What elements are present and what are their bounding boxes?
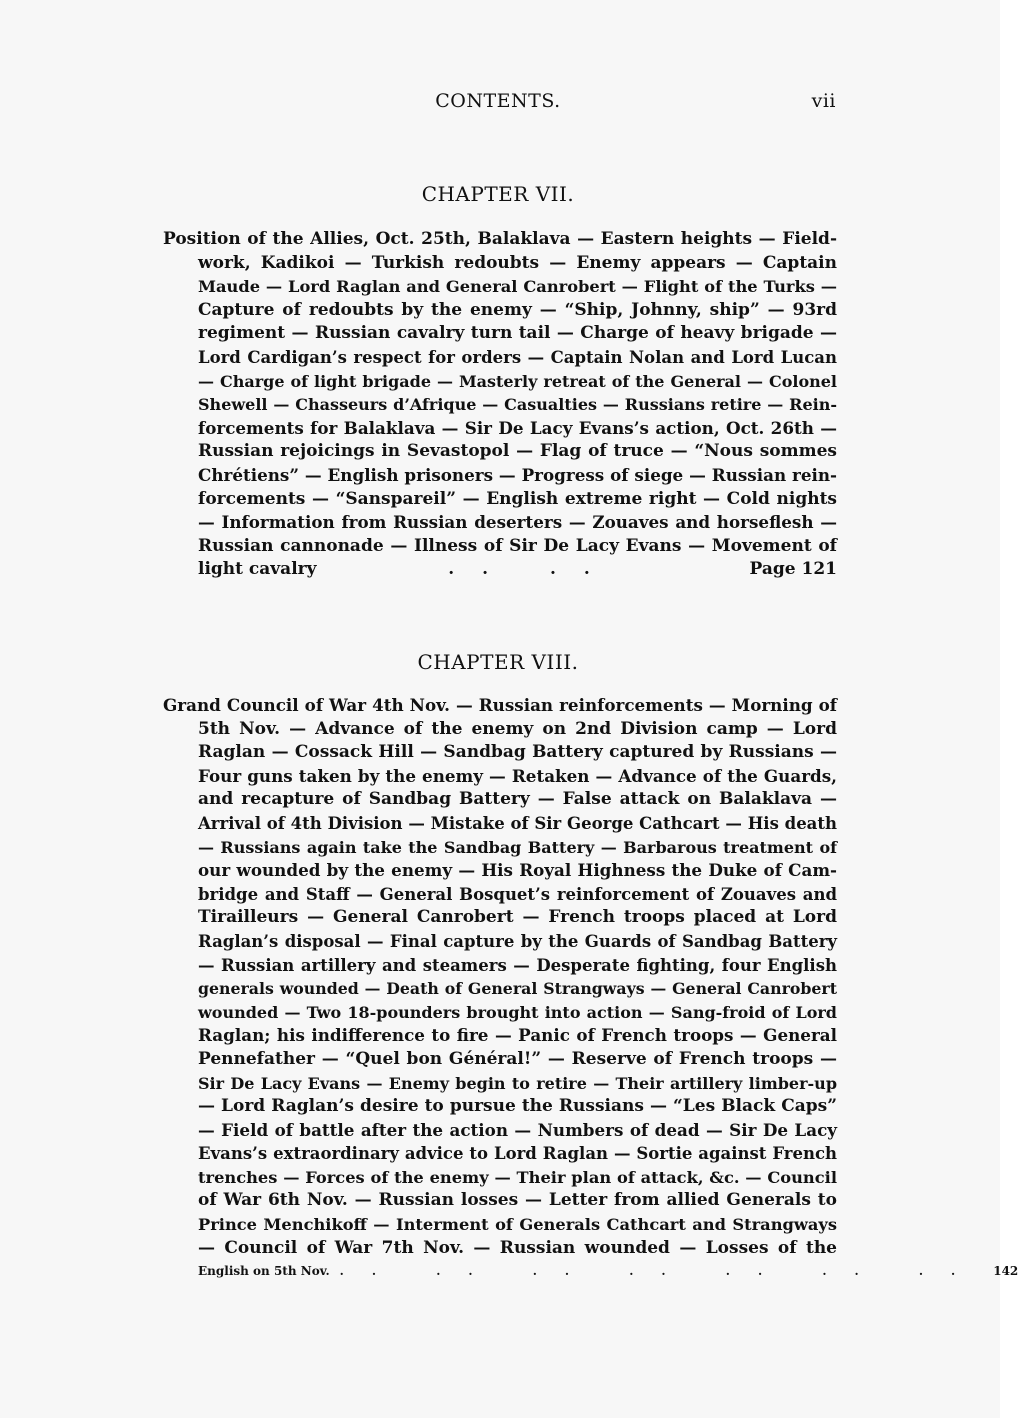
summary-line: bridge and Staff — General Bosquet’s reinforcement of Zouaves and — [198, 884, 837, 904]
dot-leaders: .. .. — [448, 559, 618, 580]
chapter-summary — [163, 228, 837, 582]
page-reference: 142 — [993, 1264, 1018, 1279]
summary-line: forcements — “Sanspareil” — English extreme right — Cold nights — [198, 488, 837, 509]
summary-line: our wounded by the enemy — His Royal Highness the Duke of Cam- — [198, 860, 837, 881]
summary-line: Sir De Lacy Evans — Enemy begin to retire — Their artillery limber-up — [198, 1073, 837, 1093]
summary-line: — Council of War 7th Nov. — Russian wounded — Losses of the — [198, 1237, 837, 1258]
summary-line: — Russians again take the Sandbag Battery — Barbarous treatment of — [198, 837, 837, 857]
summary-line: Russian rejoicings in Sevastopol — Flag of truce — “Nous sommes — [198, 441, 837, 462]
summary-line: Evans’s extraordinary advice to Lord Raglan — Sortie against French — [198, 1144, 837, 1164]
summary-line: Maude — Lord Raglan and General Canrobert — Flight of the Turks — — [198, 277, 837, 297]
summary-line: Raglan’s disposal — Final capture by the Guards of Sandbag Battery — [198, 931, 837, 951]
dot-leaders: .. .. .. .. .. .. .. — [339, 1264, 984, 1279]
summary-line: Shewell — Chasseurs d’Afrique — Casualties — Russians retire — Rein- — [198, 395, 837, 415]
summary-line: Raglan — Cossack Hill — Sandbag Battery captured by Russians — — [198, 742, 837, 763]
summary-line: — Information from Russian deserters — Zouaves and horseflesh — — [198, 512, 837, 533]
chapter-heading: CHAPTER VII. — [421, 182, 575, 206]
summary-line: of War 6th Nov. — Russian losses — Letter from allied Generals to — [198, 1190, 837, 1211]
summary-line: Arrival of 4th Division — Mistake of Sir George Cathcart — His death — [198, 813, 837, 833]
summary-line: Chrétiens” — English prisoners — Progress of siege — Russian rein- — [198, 464, 837, 485]
summary-line: trenches — Forces of the enemy — Their plan of attack, &c. — Council — [198, 1167, 837, 1187]
chapter-heading: CHAPTER VIII. — [417, 650, 579, 674]
summary-line: wounded — Two 18-pounders brought into action — Sang-froid of Lord — [198, 1002, 837, 1022]
summary-line: Prince Menchikoff — Interment of Generals Cathcart and Strangways — [198, 1215, 837, 1235]
summary-line: Tirailleurs — General Canrobert — French troops placed at Lord — [198, 907, 837, 928]
summary-line: Russian cannonade — Illness of Sir De Lacy Evans — Movement of — [198, 535, 837, 556]
page-reference: Page 121 — [749, 559, 837, 580]
summary-line: forcements for Balaklava — Sir De Lacy Evans’s action, Oct. 26th — — [198, 417, 837, 438]
running-title: CONTENTS. — [435, 90, 561, 112]
running-head — [160, 90, 836, 120]
summary-line-end: light cavalry — [198, 559, 317, 580]
summary-line: Grand Council of War 4th Nov. — Russian reinforcements — Morning of — [163, 695, 837, 715]
summary-line: Capture of redoubts by the enemy — “Ship, Johnny, ship” — 93rd — [198, 299, 837, 320]
summary-line: and recapture of Sandbag Battery — False attack on Balaklava — — [198, 789, 837, 810]
page-number: vii — [811, 90, 836, 112]
summary-last-line — [163, 1260, 1018, 1284]
summary-line: Raglan; his indifference to fire — Panic of French troops — General — [198, 1025, 837, 1046]
summary-line: — Russian artillery and steamers — Desperate fighting, four English — [198, 955, 837, 975]
summary-line: — Lord Raglan’s desire to pursue the Russians — “Les Black Caps” — [198, 1096, 837, 1117]
summary-line: Lord Cardigan’s respect for orders — Captain Nolan and Lord Lucan — [198, 347, 837, 367]
summary-line: generals wounded — Death of General Strangways — General Canrobert — [198, 979, 837, 999]
summary-last-line — [163, 558, 837, 582]
summary-line: Position of the Allies, Oct. 25th, Balaklava — Eastern heights — Field- — [163, 229, 837, 249]
summary-line: work, Kadikoi — Turkish redoubts — Enemy appears — Captain — [198, 252, 837, 273]
summary-line: Four guns taken by the enemy — Retaken — Advance of the Guards, — [198, 765, 837, 786]
summary-line: Pennefather — “Quel bon Général!” — Reserve of French troops — — [198, 1048, 837, 1069]
summary-line: — Field of battle after the action — Numbers of dead — Sir De Lacy — [198, 1119, 837, 1140]
summary-line-end: English on 5th Nov. — [198, 1264, 330, 1279]
summary-line: — Charge of light brigade — Masterly retreat of the General — Colonel — [198, 371, 837, 391]
chapter-summary — [163, 694, 1018, 1284]
summary-line: regiment — Russian cavalry turn tail — Charge of heavy brigade — — [198, 323, 837, 344]
summary-line: 5th Nov. — Advance of the enemy on 2nd Division camp — Lord — [198, 718, 837, 739]
